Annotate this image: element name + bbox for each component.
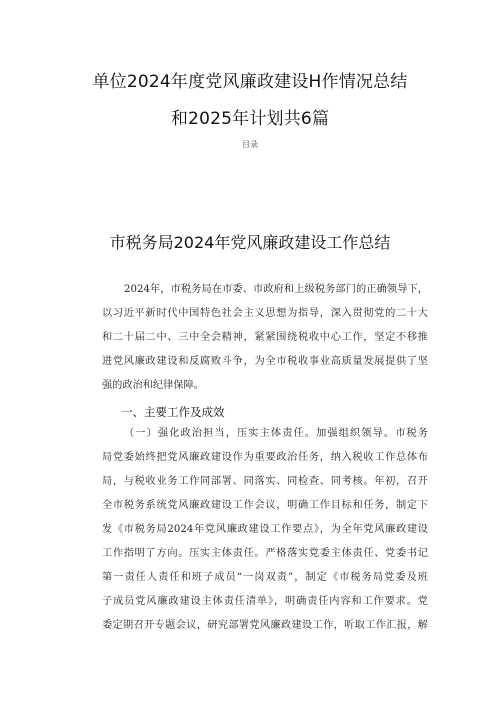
body-line: 委定期召开专题会议，研究部署党风廉政建设工作，听取工作汇报，解 bbox=[102, 620, 428, 631]
document-title-line-2: 和2025年计划共6篇 bbox=[170, 109, 330, 129]
body-line: 第一责任人责任和班子成员“一岗双责”，制定《市税务局党委及班 bbox=[102, 572, 428, 583]
body-line: 发《市税务局2024年党风廉政建设工作要点》，为全年党风廉政建设 bbox=[102, 524, 428, 535]
section-title: 市税务局2024年党风廉政建设工作总结 bbox=[109, 233, 391, 252]
heading-main-work: 一、主要工作及成效 bbox=[121, 405, 225, 419]
document-title-line-1: 单位2024年度党风廉政建设H作情况总结 bbox=[92, 72, 408, 92]
intro-line: 强的政治和纪律保障。 bbox=[102, 380, 204, 391]
body-line: 局党委始终把党风廉政建设作为重要政治任务，纳入税收工作总体布 bbox=[102, 452, 428, 463]
body-line: 工作指明了方向。压实主体责任。严格落实党委主体责任、党委书记 bbox=[102, 548, 428, 559]
intro-line: 以习近平新时代中国特色社会主义思想为指导，深入贯彻党的二十大 bbox=[102, 308, 428, 319]
intro-line: 和二十届二中、三中全会精神，紧紧围绕税收中心工作，坚定不移推 bbox=[102, 332, 428, 343]
intro-line: 进党风廉政建设和反腐败斗争，为全市税收事业高质量发展提供了坚 bbox=[102, 356, 428, 367]
body-line: 全市税务系统党风廉政建设工作会议，明确工作目标和任务，制定下 bbox=[102, 500, 428, 511]
intro-line: 2024年，市税务局在市委、市政府和上级税务部门的正确领导下， bbox=[124, 284, 428, 295]
toc-label: 目录 bbox=[242, 140, 258, 149]
body-line: （一）强化政治担当，压实主体责任。加强组织领导。市税务 bbox=[124, 428, 428, 439]
body-line: 局，与税收业务工作同部署、同落实、同检查、同考核。年初，召开 bbox=[102, 476, 428, 487]
body-line: 子成员党风廉政建设主体责任清单》，明确责任内容和工作要求。党 bbox=[102, 596, 428, 607]
